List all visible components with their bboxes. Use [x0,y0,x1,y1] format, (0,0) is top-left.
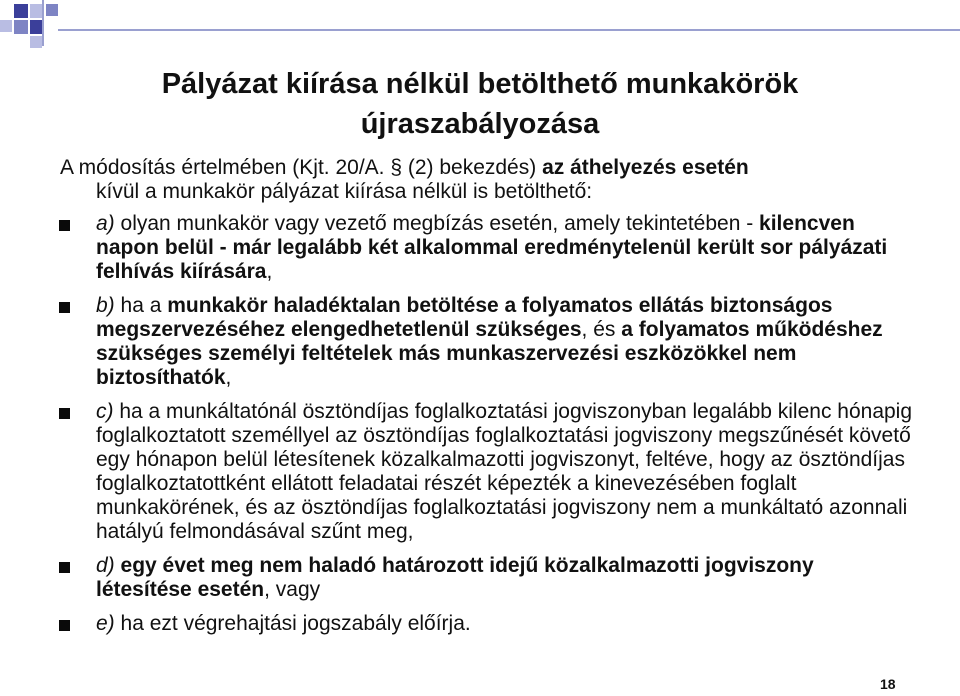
slide-title [0,64,960,144]
page-number: 18 [880,676,896,692]
item-text: ha a [114,294,168,317]
title-line-1: Pályázat kiírása nélkül betölthető munkakörök [161,68,799,100]
decor-square [14,4,28,18]
list-item-a [62,212,914,284]
item-letter: c) [96,400,114,423]
item-letter: b) [96,294,115,317]
item-text: olyan munkakör vagy vezető megbízás esetén, amely tekintetében - [114,212,760,235]
list-item-d [62,554,914,602]
decor-vertical-line [42,0,44,46]
item-letter: a) [96,212,115,235]
item-text: ha ezt végrehajtási jogszabály előírja. [114,612,471,635]
intro-bold-text: az áthelyezés esetén [542,156,749,179]
square-bullet-icon [59,562,70,573]
decor-square [0,20,12,32]
decor-square [14,20,28,34]
intro-line-1 [60,156,914,180]
title-line-2: újraszabályozása [360,108,600,140]
corner-decoration [0,0,960,60]
square-bullet-icon [59,408,70,419]
item-bold-text: a folyamatos működéshez szükséges személyi feltételek más munkaszervezési eszközökkel nem biztosíthatók [96,318,883,389]
list-item-b [62,294,914,390]
item-text: , [225,366,232,389]
slide-body [62,156,914,646]
item-text: , és [581,318,622,341]
item-text: , [266,260,273,283]
intro-text: A módosítás értelmében (Kjt. 20/A. § (2) bekezdés) [60,156,543,179]
item-letter: d) [96,554,115,577]
item-bold-text: munkakör haladéktalan betöltése a folyamatos ellátás biztonságos megszervezéséhez elengedhetetlenül szükséges [96,294,833,341]
decor-square [46,4,58,16]
square-bullet-icon [59,302,70,313]
decor-horizontal-line [58,29,960,31]
square-bullet-icon [59,220,70,231]
intro-line-2: kívül a munkakör pályázat kiírása nélkül is betölthető: [96,180,593,203]
item-bold-text: kilencven napon belül - már legalább két alkalommal eredménytelenül került sor pályázati felhívás kiírására [96,212,888,283]
decor-square [30,36,42,48]
list-item-e [62,612,914,636]
item-text: , vagy [264,578,321,601]
item-text: ha a munkáltatónál ösztöndíjas foglalkoztatási jogviszonyban legalább kilenc hónapig foglalkoztatott személlyel az ösztöndíjas foglalkoztatási jogviszony megszűnését követő egy hónapon belül létesítenek közalkalmazotti jogviszonyt, feltéve, hogy az ösztöndíjas foglalkoztatottként ellátott feladatai részét képezték a kinevezésében foglalt munkakörének, és az ösztöndíjas foglalkoztatási jogviszony nem a munkáltató azonnali hatályú felmondásával szűnt meg, [96,400,913,543]
list-item-c [62,400,914,544]
intro-paragraph [62,156,914,204]
item-bold-text: egy évet meg nem haladó határozott idejű közalkalmazotti jogviszony létesítése esetén [96,554,814,601]
square-bullet-icon [59,620,70,631]
item-letter: e) [96,612,115,635]
